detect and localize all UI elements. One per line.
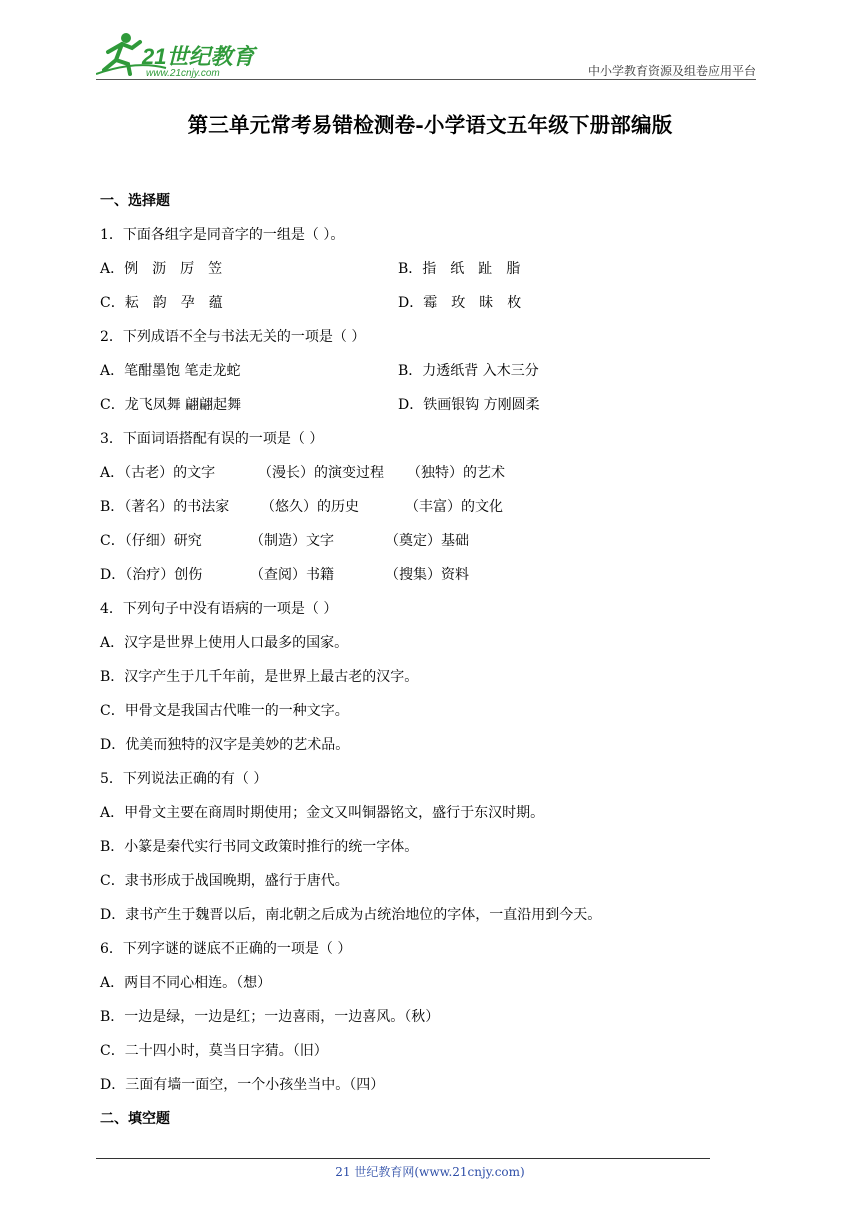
question-2-stem: 2．下列成语不全与书法无关的一项是（ ） <box>100 329 366 345</box>
q2-option-b: B．力透纸背 入木三分 <box>398 363 539 379</box>
page-header <box>0 0 860 82</box>
section-heading-choice: 一、选择题 <box>100 193 170 209</box>
q3-a-part2: （漫长）的演变过程 <box>258 465 384 481</box>
q4-option-c: C．甲骨文是我国古代唯一的一种文字。 <box>100 703 349 719</box>
q5-option-a: A．甲骨文主要在商周时期使用；金文又叫铜器铭文，盛行于东汉时期。 <box>100 805 545 821</box>
q2-option-a: A．笔酣墨饱 笔走龙蛇 <box>100 363 241 379</box>
q5-option-c: C．隶书形成于战国晚期，盛行于唐代。 <box>100 873 349 889</box>
q3-a-part3: （独特）的艺术 <box>407 465 505 481</box>
question-1-options-row1 <box>100 252 740 286</box>
q3-a-part1: A．（古老）的文字 <box>100 465 216 481</box>
header-platform-text: 中小学教育资源及组卷应用平台 <box>587 64 756 78</box>
q6-option-b: B．一边是绿，一边是红；一边喜雨，一边喜风。（秋） <box>100 1009 440 1025</box>
q1-option-d: D．霉 玫 昧 枚 <box>398 295 522 311</box>
page-footer: 21 世纪教育网(www.21cnjy.com) <box>335 1165 525 1179</box>
section-heading-fill: 二、填空题 <box>100 1111 170 1127</box>
question-2-options-row2 <box>100 388 740 422</box>
question-4-stem: 4．下列句子中没有语病的一项是（ ） <box>100 601 338 617</box>
question-6-stem: 6．下列字谜的谜底不正确的一项是（ ） <box>100 941 352 957</box>
q6-option-d: D．三面有墙一面空，一个小孩坐当中。（四） <box>100 1077 385 1093</box>
q6-option-c: C．二十四小时，莫当日字猜。（旧） <box>100 1043 328 1059</box>
question-5-stem: 5．下列说法正确的有（ ） <box>100 771 268 787</box>
question-1-options-row2 <box>100 286 740 320</box>
q5-option-b: B．小篆是秦代实行书同文政策时推行的统一字体。 <box>100 839 419 855</box>
footer-divider <box>96 1158 710 1159</box>
q3-option-b <box>100 490 740 524</box>
q3-option-d <box>100 558 740 592</box>
q3-d-part2: （查阅）书籍 <box>250 567 334 583</box>
q6-option-a: A．两目不同心相连。（想） <box>100 975 272 991</box>
svg-text:www.21cnjy.com: www.21cnjy.com <box>146 68 220 79</box>
question-1-stem: 1．下面各组字是同音字的一组是（ ）。 <box>100 227 345 243</box>
page-title: 第三单元常考易错检测卷-小学语文五年级下册部编版 <box>187 113 673 137</box>
header-divider <box>96 79 756 80</box>
q3-c-part1: C．（仔细）研究 <box>100 533 202 549</box>
q1-option-c: C．耘 韵 孕 蕴 <box>100 295 223 311</box>
q3-b-part3: （丰富）的文化 <box>405 499 503 515</box>
exam-content <box>100 184 740 1136</box>
q4-option-d: D．优美而独特的汉字是美妙的艺术品。 <box>100 737 350 753</box>
q3-option-c <box>100 524 740 558</box>
q3-b-part2: （悠久）的历史 <box>261 499 359 515</box>
q3-option-a <box>100 456 740 490</box>
q2-option-c: C．龙飞凤舞 翩翩起舞 <box>100 397 242 413</box>
q4-option-b: B．汉字产生于几千年前，是世界上最古老的汉字。 <box>100 669 419 685</box>
q2-option-d: D．铁画银钩 方刚圆柔 <box>398 397 540 413</box>
site-logo <box>96 30 266 80</box>
q4-option-a: A．汉字是世界上使用人口最多的国家。 <box>100 635 349 651</box>
q3-d-part1: D．（治疗）创伤 <box>100 567 203 583</box>
q3-b-part1: B．（著名）的书法家 <box>100 499 230 515</box>
runner-logo-icon <box>96 30 266 80</box>
q3-c-part3: （奠定）基础 <box>385 533 469 549</box>
q3-c-part2: （制造）文字 <box>250 533 334 549</box>
q1-option-b: B．指 纸 趾 脂 <box>398 261 521 277</box>
svg-text:21世纪教育: 21世纪教育 <box>142 44 255 69</box>
question-3-stem: 3．下面词语搭配有误的一项是（ ） <box>100 431 324 447</box>
q1-option-a: A．例 沥 厉 笠 <box>100 261 223 277</box>
question-2-options-row1 <box>100 354 740 388</box>
q5-option-d: D．隶书产生于魏晋以后，南北朝之后成为占统治地位的字体，一直沿用到今天。 <box>100 907 602 923</box>
q3-d-part3: （搜集）资料 <box>385 567 469 583</box>
